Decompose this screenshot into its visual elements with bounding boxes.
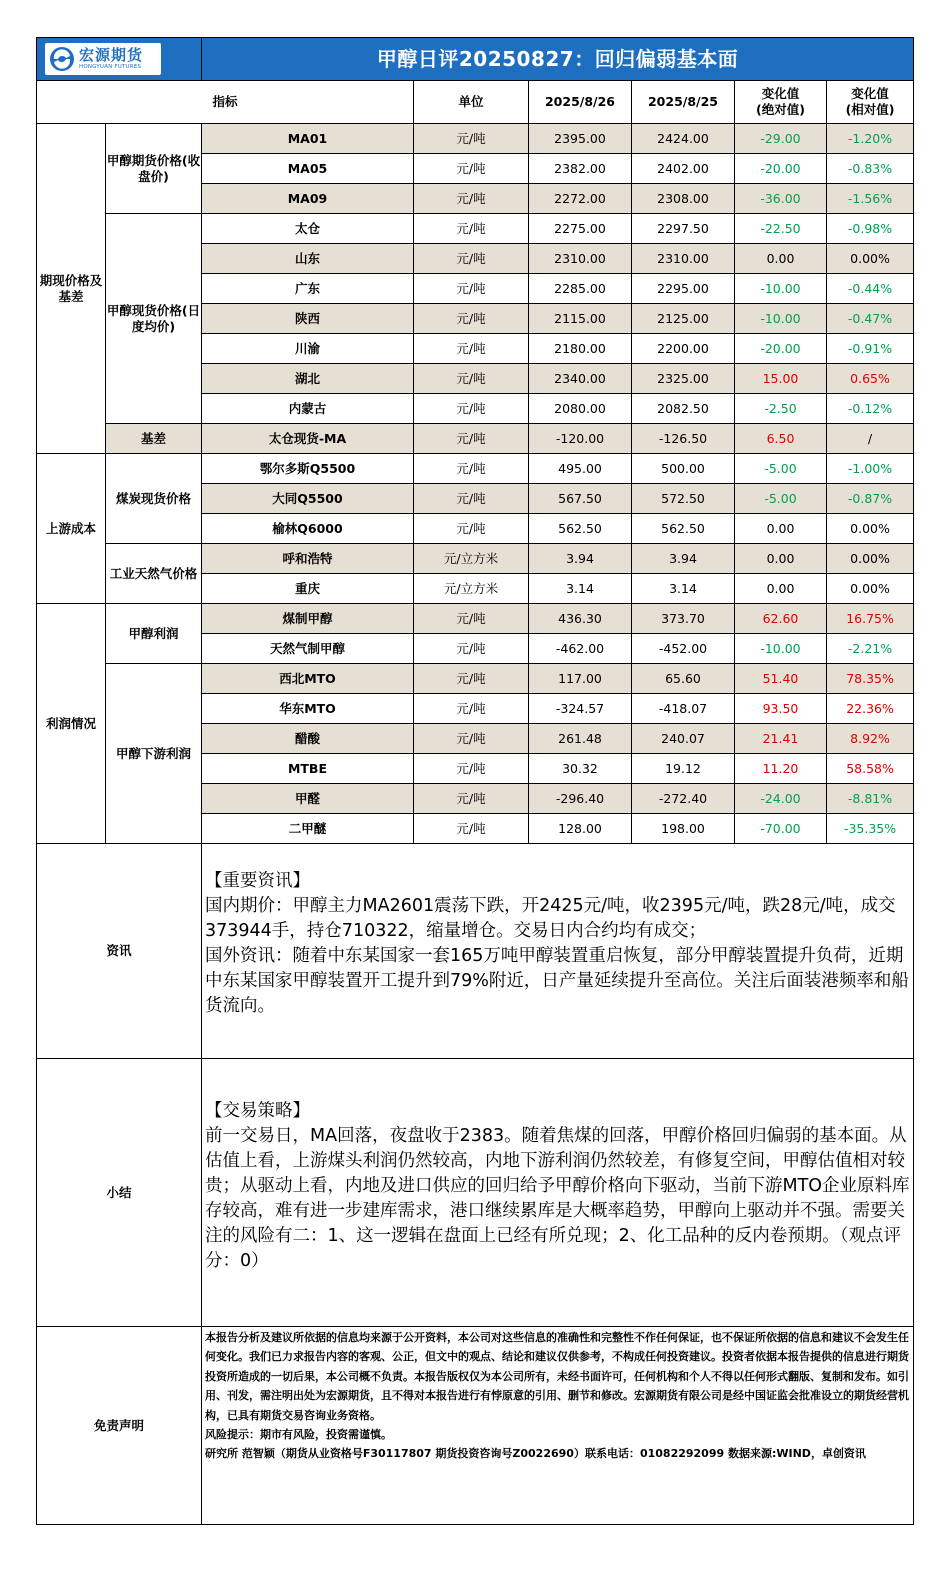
value-date1: 567.50 bbox=[529, 484, 632, 514]
rel-change: 0.00% bbox=[827, 544, 914, 574]
value-date1: 2180.00 bbox=[529, 334, 632, 364]
abs-change: 93.50 bbox=[735, 694, 827, 724]
value-date2: 2082.50 bbox=[632, 394, 735, 424]
rel-change: -2.21% bbox=[827, 634, 914, 664]
rel-change: / bbox=[827, 424, 914, 454]
news-foreign: 国外资讯：随着中东某国家一套165万吨甲醇装置重启恢复，部分甲醇装置提升负荷，近期中东某国家甲醇装置开工提升到79%附近，日产量延续提升至高位。关注后面装港频率和船货流向。 bbox=[205, 946, 909, 1016]
abs-change: -22.50 bbox=[735, 214, 827, 244]
contact-info: 研究所 范智颖（期货从业资格号F30117807 期货投资咨询号Z0022690）联系电话：01082292099 数据来源:WIND，卓创资讯 bbox=[205, 1447, 866, 1461]
unit-cell: 元/吨 bbox=[414, 784, 529, 814]
table-row bbox=[37, 544, 914, 574]
unit-cell: 元/吨 bbox=[414, 514, 529, 544]
summary-label: 小结 bbox=[37, 1059, 202, 1327]
rel-change: 22.36% bbox=[827, 694, 914, 724]
abs-change: 21.41 bbox=[735, 724, 827, 754]
rel-change: 0.65% bbox=[827, 364, 914, 394]
value-date2: -126.50 bbox=[632, 424, 735, 454]
rel-change: 0.00% bbox=[827, 574, 914, 604]
indicator-name: 重庆 bbox=[202, 574, 414, 604]
value-date2: 2125.00 bbox=[632, 304, 735, 334]
indicator-name: 广东 bbox=[202, 274, 414, 304]
indicator-name: 大同Q5500 bbox=[202, 484, 414, 514]
value-date1: 117.00 bbox=[529, 664, 632, 694]
value-date1: 3.14 bbox=[529, 574, 632, 604]
rel-change: -0.87% bbox=[827, 484, 914, 514]
unit-cell: 元/吨 bbox=[414, 664, 529, 694]
value-date2: 2308.00 bbox=[632, 184, 735, 214]
abs-change: 62.60 bbox=[735, 604, 827, 634]
disclaimer-content bbox=[202, 1327, 914, 1525]
col-header-date2: 2025/8/25 bbox=[632, 81, 735, 124]
disclaimer-row bbox=[37, 1327, 914, 1525]
title-bar bbox=[37, 38, 914, 81]
unit-cell: 元/吨 bbox=[414, 484, 529, 514]
value-date2: -452.00 bbox=[632, 634, 735, 664]
rel-header-line1: 变化值 bbox=[851, 86, 889, 102]
hongyuan-logo-icon bbox=[49, 46, 75, 72]
value-date1: 2275.00 bbox=[529, 214, 632, 244]
indicator-name: 榆林Q6000 bbox=[202, 514, 414, 544]
unit-cell: 元/吨 bbox=[414, 724, 529, 754]
rel-change: -1.20% bbox=[827, 124, 914, 154]
abs-change: -5.00 bbox=[735, 484, 827, 514]
value-date1: 128.00 bbox=[529, 814, 632, 844]
value-date2: 2402.00 bbox=[632, 154, 735, 184]
indicator-name: 山东 bbox=[202, 244, 414, 274]
disclaimer-body: 本报告分析及建议所依据的信息均来源于公开资料，本公司对这些信息的准确性和完整性不作任何保证，也不保证所依据的信息和建议不会发生任何变化。我们已力求报告内容的客观、公正，但文中的观点、结论和建议仅供参考，不构成任何投资建议。投资者依据本报告提供的信息进行期货投资所造成的一切后果，本公司概不负责。本报告版权仅为本公司所有，未经书面许可，任何机构和个人不得以任何形式翻版、复制和发布。如引用、刊发，需注明出处为宏源期货，且不得对本报告进行有悖原意的引用、删节和修改。宏源期货有限公司是经中国证监会批准设立的期货经营机构，已具有期货交易咨询业务资格。 bbox=[205, 1331, 909, 1422]
value-date1: 3.94 bbox=[529, 544, 632, 574]
indicator-name: 醋酸 bbox=[202, 724, 414, 754]
rel-change: 8.92% bbox=[827, 724, 914, 754]
unit-cell: 元/吨 bbox=[414, 694, 529, 724]
rel-change: 78.35% bbox=[827, 664, 914, 694]
value-date2: 2297.50 bbox=[632, 214, 735, 244]
methanol-daily-table bbox=[36, 37, 914, 1525]
rel-change: -0.44% bbox=[827, 274, 914, 304]
unit-cell: 元/吨 bbox=[414, 424, 529, 454]
value-date2: 198.00 bbox=[632, 814, 735, 844]
rel-change: -8.81% bbox=[827, 784, 914, 814]
abs-change: 0.00 bbox=[735, 244, 827, 274]
table-row bbox=[37, 454, 914, 484]
unit-cell: 元/吨 bbox=[414, 394, 529, 424]
value-date1: 2340.00 bbox=[529, 364, 632, 394]
value-date2: 562.50 bbox=[632, 514, 735, 544]
abs-change: 6.50 bbox=[735, 424, 827, 454]
abs-change: 0.00 bbox=[735, 514, 827, 544]
rel-change: -1.00% bbox=[827, 454, 914, 484]
table-row bbox=[37, 124, 914, 154]
news-heading: 【重要资讯】 bbox=[205, 871, 310, 891]
value-date1: 261.48 bbox=[529, 724, 632, 754]
abs-change: -20.00 bbox=[735, 154, 827, 184]
value-date1: 2080.00 bbox=[529, 394, 632, 424]
value-date1: 2395.00 bbox=[529, 124, 632, 154]
indicator-name: MA01 bbox=[202, 124, 414, 154]
abs-change: -10.00 bbox=[735, 304, 827, 334]
value-date2: 65.60 bbox=[632, 664, 735, 694]
value-date2: -418.07 bbox=[632, 694, 735, 724]
col-header-date1: 2025/8/26 bbox=[529, 81, 632, 124]
summary-body: 前一交易日，MA回落，夜盘收于2383。随着焦煤的回落，甲醇价格回归偏弱的基本面。从估值上看，上游煤头利润仍然较高，内地下游利润仍然较差，有修复空间，甲醇估值相对较贵；从驱动上看，内地及进口供应的回归给予甲醇价格向下驱动，当前下游MTO企业原料库存较高，难有进一步建库需求，港口继续累库是大概率趋势，甲醇向上驱动并不强。需要关注的风险有二：1、这一逻辑在盘面上已经有所兑现；2、化工品种的反内卷预期。（观点评分：0） bbox=[205, 1126, 910, 1271]
indicator-name: MA09 bbox=[202, 184, 414, 214]
report-title: 甲醇日评20250827：回归偏弱基本面 bbox=[376, 46, 739, 71]
rel-change: -0.12% bbox=[827, 394, 914, 424]
value-date1: 436.30 bbox=[529, 604, 632, 634]
news-content bbox=[202, 844, 914, 1059]
unit-cell: 元/吨 bbox=[414, 154, 529, 184]
abs-change: -10.00 bbox=[735, 634, 827, 664]
column-header-row bbox=[37, 81, 914, 124]
value-date1: 2310.00 bbox=[529, 244, 632, 274]
logo-cell bbox=[37, 38, 202, 81]
value-date2: 3.14 bbox=[632, 574, 735, 604]
value-date1: 2382.00 bbox=[529, 154, 632, 184]
value-date1: 562.50 bbox=[529, 514, 632, 544]
value-date2: 2295.00 bbox=[632, 274, 735, 304]
value-date2: 19.12 bbox=[632, 754, 735, 784]
col-header-abs-change bbox=[735, 81, 827, 124]
unit-cell: 元/立方米 bbox=[414, 574, 529, 604]
abs-change: -24.00 bbox=[735, 784, 827, 814]
rel-change: -0.47% bbox=[827, 304, 914, 334]
summary-heading: 【交易策略】 bbox=[205, 1101, 310, 1121]
unit-cell: 元/吨 bbox=[414, 244, 529, 274]
news-label: 资讯 bbox=[37, 844, 202, 1059]
unit-cell: 元/吨 bbox=[414, 754, 529, 784]
value-date2: 2325.00 bbox=[632, 364, 735, 394]
category-upstream-cost: 上游成本 bbox=[37, 454, 106, 604]
abs-change: -29.00 bbox=[735, 124, 827, 154]
indicator-name: 太仓现货-MA bbox=[202, 424, 414, 454]
rel-change: 0.00% bbox=[827, 244, 914, 274]
indicator-name: 陕西 bbox=[202, 304, 414, 334]
abs-change: 11.20 bbox=[735, 754, 827, 784]
subcategory-methanol-profit: 甲醇利润 bbox=[106, 604, 202, 664]
unit-cell: 元/吨 bbox=[414, 814, 529, 844]
abs-change: 51.40 bbox=[735, 664, 827, 694]
value-date1: 495.00 bbox=[529, 454, 632, 484]
unit-cell: 元/吨 bbox=[414, 454, 529, 484]
subcategory-coal-price: 煤炭现货价格 bbox=[106, 454, 202, 544]
logo-english-name: HONGYUAN FUTURES bbox=[79, 63, 142, 70]
value-date1: 30.32 bbox=[529, 754, 632, 784]
rel-change: 0.00% bbox=[827, 514, 914, 544]
unit-cell: 元/吨 bbox=[414, 604, 529, 634]
unit-cell: 元/吨 bbox=[414, 124, 529, 154]
indicator-name: 太仓 bbox=[202, 214, 414, 244]
col-header-rel-change bbox=[827, 81, 914, 124]
table-row bbox=[37, 214, 914, 244]
value-date2: 572.50 bbox=[632, 484, 735, 514]
value-date1: -462.00 bbox=[529, 634, 632, 664]
unit-cell: 元/吨 bbox=[414, 634, 529, 664]
abs-header-line2: (绝对值) bbox=[756, 102, 805, 117]
value-date1: -324.57 bbox=[529, 694, 632, 724]
report-page bbox=[36, 37, 913, 1525]
indicator-name: 湖北 bbox=[202, 364, 414, 394]
col-header-unit: 单位 bbox=[414, 81, 529, 124]
summary-content bbox=[202, 1059, 914, 1327]
abs-change: -70.00 bbox=[735, 814, 827, 844]
indicator-name: 川渝 bbox=[202, 334, 414, 364]
risk-warning: 风险提示：期市有风险，投资需谨慎。 bbox=[205, 1428, 392, 1442]
company-logo bbox=[45, 43, 161, 75]
logo-chinese-name: 宏源期货 bbox=[79, 45, 144, 64]
value-date2: 2310.00 bbox=[632, 244, 735, 274]
rel-change: 58.58% bbox=[827, 754, 914, 784]
value-date2: 373.70 bbox=[632, 604, 735, 634]
rel-change: -0.98% bbox=[827, 214, 914, 244]
abs-change: -5.00 bbox=[735, 454, 827, 484]
indicator-name: 二甲醚 bbox=[202, 814, 414, 844]
value-date1: 2285.00 bbox=[529, 274, 632, 304]
rel-change: -0.91% bbox=[827, 334, 914, 364]
value-date2: 2424.00 bbox=[632, 124, 735, 154]
category-price-basis: 期现价格及基差 bbox=[37, 124, 106, 454]
news-row bbox=[37, 844, 914, 1059]
value-date1: -120.00 bbox=[529, 424, 632, 454]
table-row bbox=[37, 664, 914, 694]
abs-change: -10.00 bbox=[735, 274, 827, 304]
summary-row bbox=[37, 1059, 914, 1327]
indicator-name: 天然气制甲醇 bbox=[202, 634, 414, 664]
indicator-name: 呼和浩特 bbox=[202, 544, 414, 574]
indicator-name: 鄂尔多斯Q5500 bbox=[202, 454, 414, 484]
subcategory-spot-price: 甲醇现货价格(日度均价) bbox=[106, 214, 202, 424]
indicator-name: 西北MTO bbox=[202, 664, 414, 694]
abs-change: -20.00 bbox=[735, 334, 827, 364]
rel-change: -0.83% bbox=[827, 154, 914, 184]
category-profit: 利润情况 bbox=[37, 604, 106, 844]
rel-change: -35.35% bbox=[827, 814, 914, 844]
value-date1: 2272.00 bbox=[529, 184, 632, 214]
subcategory-basis: 基差 bbox=[106, 424, 202, 454]
unit-cell: 元/吨 bbox=[414, 214, 529, 244]
abs-change: 15.00 bbox=[735, 364, 827, 394]
subcategory-downstream-profit: 甲醇下游利润 bbox=[106, 664, 202, 844]
news-domestic: 国内期价：甲醇主力MA2601震荡下跌，开2425元/吨，收2395元/吨，跌28元/吨，成交373944手，持仓710322，缩量增仓。交易日内合约均有成交； bbox=[205, 896, 896, 941]
value-date2: 240.07 bbox=[632, 724, 735, 754]
unit-cell: 元/吨 bbox=[414, 334, 529, 364]
subcategory-futures-price: 甲醇期货价格(收盘价) bbox=[106, 124, 202, 214]
rel-change: 16.75% bbox=[827, 604, 914, 634]
unit-cell: 元/立方米 bbox=[414, 544, 529, 574]
rel-header-line2: (相对值) bbox=[845, 102, 895, 117]
indicator-name: MTBE bbox=[202, 754, 414, 784]
col-header-indicator: 指标 bbox=[37, 81, 414, 124]
value-date2: 500.00 bbox=[632, 454, 735, 484]
abs-change: 0.00 bbox=[735, 574, 827, 604]
rel-change: -1.56% bbox=[827, 184, 914, 214]
abs-change: -2.50 bbox=[735, 394, 827, 424]
table-row bbox=[37, 604, 914, 634]
unit-cell: 元/吨 bbox=[414, 184, 529, 214]
indicator-name: 甲醛 bbox=[202, 784, 414, 814]
abs-change: 0.00 bbox=[735, 544, 827, 574]
indicator-name: MA05 bbox=[202, 154, 414, 184]
subcategory-gas-price: 工业天然气价格 bbox=[106, 544, 202, 604]
unit-cell: 元/吨 bbox=[414, 274, 529, 304]
unit-cell: 元/吨 bbox=[414, 304, 529, 334]
table-row bbox=[37, 424, 914, 454]
value-date1: 2115.00 bbox=[529, 304, 632, 334]
abs-change: -36.00 bbox=[735, 184, 827, 214]
indicator-name: 内蒙古 bbox=[202, 394, 414, 424]
indicator-name: 煤制甲醇 bbox=[202, 604, 414, 634]
indicator-name: 华东MTO bbox=[202, 694, 414, 724]
value-date2: -272.40 bbox=[632, 784, 735, 814]
value-date2: 3.94 bbox=[632, 544, 735, 574]
report-title-cell bbox=[202, 38, 914, 81]
value-date1: -296.40 bbox=[529, 784, 632, 814]
disclaimer-label: 免责声明 bbox=[37, 1327, 202, 1525]
unit-cell: 元/吨 bbox=[414, 364, 529, 394]
abs-header-line1: 变化值 bbox=[761, 86, 800, 102]
value-date2: 2200.00 bbox=[632, 334, 735, 364]
